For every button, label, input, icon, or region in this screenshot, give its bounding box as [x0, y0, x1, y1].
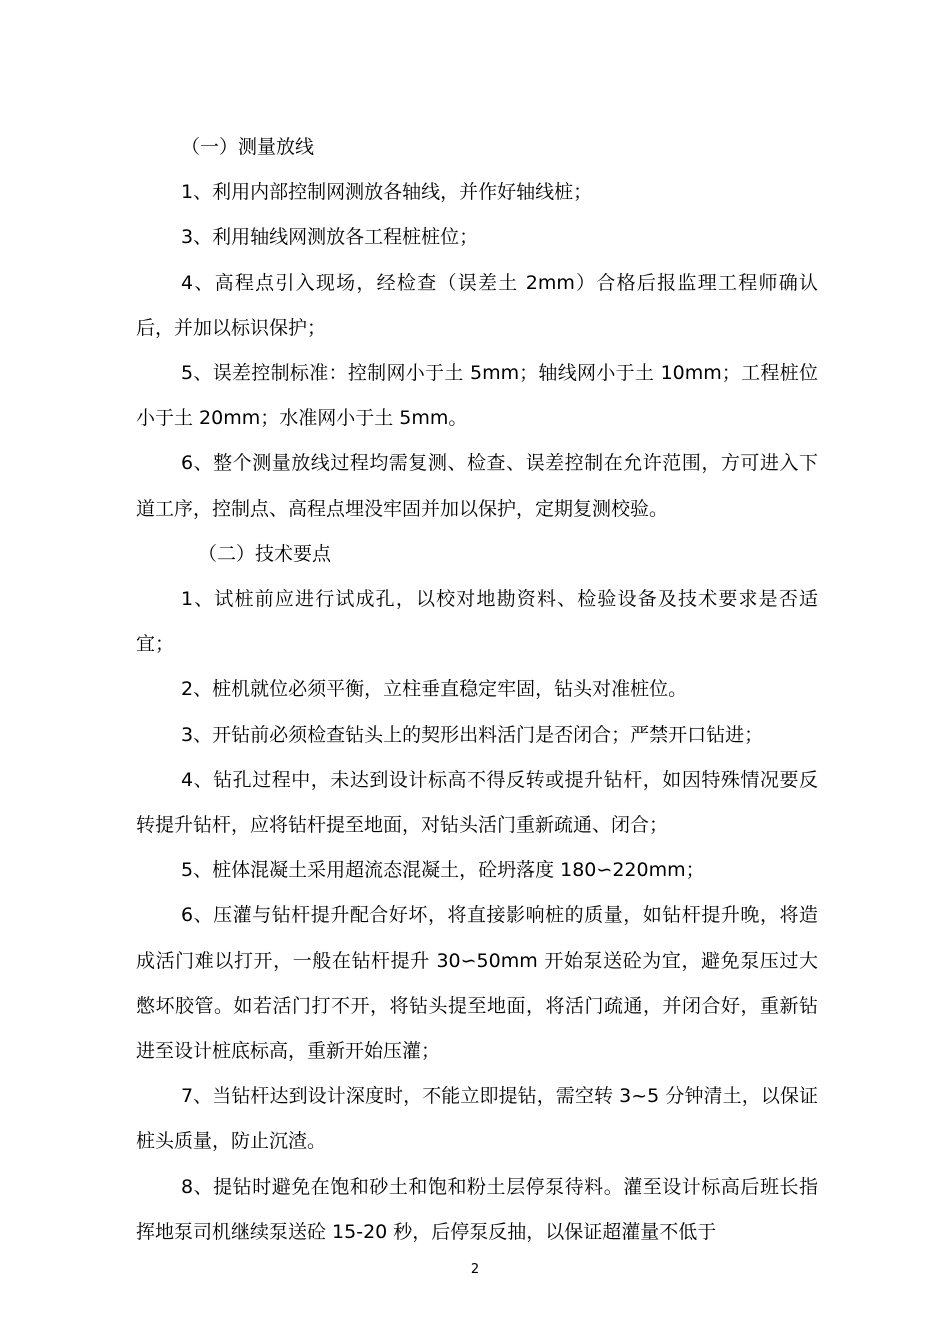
page-number: 2 — [470, 1262, 480, 1277]
paragraph: 2、桩机就位必须平衡，立柱垂直稳定牢固，钻头对准桩位。 — [181, 678, 688, 701]
paragraph: 3、利用轴线网测放各工程桩桩位； — [181, 226, 479, 249]
paragraph: 6、压灌与钻杆提升配合好坏，将直接影响桩的质量，如钻杆提升晚，将造成活门难以打开，一般在钻杆提升 30∽50mm 开始泵送砼为宜，避免泵压过大憋坏胶管。如若活门打不开，将钻头提至地面，将活门疏通，并闭合好，重新钻进至设计桩底标高，重新开始压灌； — [136, 904, 818, 1063]
paragraph: 8、提钻时避免在饱和砂土和饱和粉土层停泵待料。灌至设计标高后班长指挥地泵司机继续泵送砼 15-20 秒，后停泵反抽，以保证超灌量不低于 — [136, 1175, 818, 1243]
paragraph: 1、利用内部控制网测放各轴线，并作好轴线桩； — [181, 181, 593, 204]
paragraph: 5、桩体混凝土采用超流态混凝土，砼坍落度 180∽220mm； — [181, 859, 705, 882]
section-heading-survey: （一）测量放线 — [181, 136, 315, 158]
paragraph: 4、钻孔过程中，未达到设计标高不得反转或提升钻杆，如因特殊情况要反转提升钻杆，应将钻杆提至地面，对钻头活门重新疏通、闭合； — [136, 768, 818, 837]
paragraph: 7、当钻杆达到设计深度时，不能立即提钻，需空转 3~5 分钟清土，以保证桩头质量，防止沉渣。 — [136, 1085, 818, 1153]
paragraph: 1、试桩前应进行试成孔，以校对地勘资料、检验设备及技术要求是否适宜； — [136, 588, 818, 656]
paragraph: 6、整个测量放线过程均需复测、检查、误差控制在允许范围，方可进入下道工序，控制点、高程点埋没牢固并加以保护，定期复测校验。 — [136, 452, 818, 520]
paragraph: 3、开钻前必须检查钻头上的契形出料活门是否闭合；严禁开口钻进； — [181, 723, 764, 746]
document-body — [136, 125, 818, 1255]
paragraph: 4、高程点引入现场，经检查（误差土 2mm）合格后报监理工程师确认后，并加以标识保护； — [136, 271, 818, 339]
section-heading-technical: （二）技术要点 — [198, 542, 332, 565]
paragraph: 5、误差控制标准：控制网小于土 5mm；轴线网小于土 10mm；工程桩位小于土 20mm；水准网小于土 5mm。 — [136, 362, 818, 430]
